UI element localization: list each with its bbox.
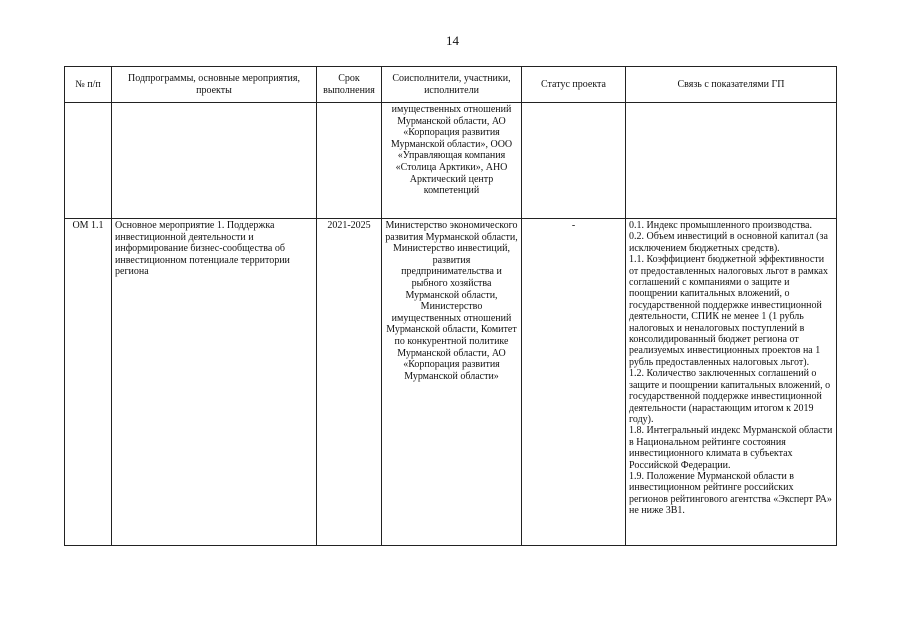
indicator-link: 1.9. Положение Мурманской области в инвестиционном рейтинге российских регионов рейтингового агентства «Эксперт РА» не ниже 3B1.: [629, 470, 832, 517]
table-header-row: [65, 67, 837, 103]
header-term: Срок выполнения: [317, 67, 382, 103]
cell-term: 2021-2025: [317, 219, 382, 546]
cell-executors: имущественных отношений Мурманской области, АО «Корпорация развития Мурманской области», ООО «Управляющая компания «Столица Арктики», АНО Арктический центр компетенций: [382, 103, 522, 219]
cell-links: [626, 103, 837, 219]
header-status: Статус проекта: [522, 67, 626, 103]
indicator-link: 1.8. Интегральный индекс Мурманской области в Национальном рейтинге состояния инвестиционного климата в субъектах Российской Федерации.: [629, 425, 833, 471]
cell-title: Основное мероприятие 1. Поддержка инвестиционной деятельности и информирование бизнес-сообщества об инвестиционном потенциале территории региона: [112, 219, 317, 546]
indicator-link: 1.1. Коэффициент бюджетной эффективности от предоставленных налоговых льгот в рамках соглашений с компаниями о защите и поощрении капитальных вложений, о государственной поддержке инвестиционной деятельности, СПИК не менее 1 (1 рубль налоговых и неналоговых поступлений в консолидированный бюджет региона от реализуемых инвестиционных проектов на 1 рубль предоставленных налоговых льгот).: [629, 254, 828, 368]
header-links: Связь с показателями ГП: [626, 67, 837, 103]
cell-num: ОМ 1.1: [65, 219, 112, 546]
cell-title: [112, 103, 317, 219]
cell-num: [65, 103, 112, 219]
indicator-link: 1.2. Количество заключенных соглашений о защите и поощрении капитальных вложений, о государственной поддержке инвестиционной деятельности (нарастающим итогом к 2019 году).: [629, 368, 831, 425]
indicator-link: 0.2. Объем инвестиций в основной капитал (за исключением бюджетных средств).: [629, 231, 828, 254]
cell-term: [317, 103, 382, 219]
program-table: [64, 66, 837, 546]
cell-status: [522, 103, 626, 219]
table-row: [65, 219, 837, 546]
header-num: № п/п: [65, 67, 112, 103]
cell-links: [626, 219, 837, 546]
header-projects: Подпрограммы, основные мероприятия, проекты: [112, 67, 317, 103]
cell-executors: Министерство экономического развития Мурманской области, Министерство инвестиций, развития предпринимательства и рыбного хозяйства Мурманской области, Министерство имущественных отношений Мурманской области, Комитет по конкурентной политике Мурманской области, АО «Корпорация развития Мурманской области»: [382, 219, 522, 546]
indicator-link: 0.1. Индекс промышленного производства.: [629, 220, 812, 231]
table-row: [65, 103, 837, 219]
cell-status: -: [522, 219, 626, 546]
page-number: 14: [446, 33, 459, 48]
header-executors: Соисполнители, участники, исполнители: [382, 67, 522, 103]
